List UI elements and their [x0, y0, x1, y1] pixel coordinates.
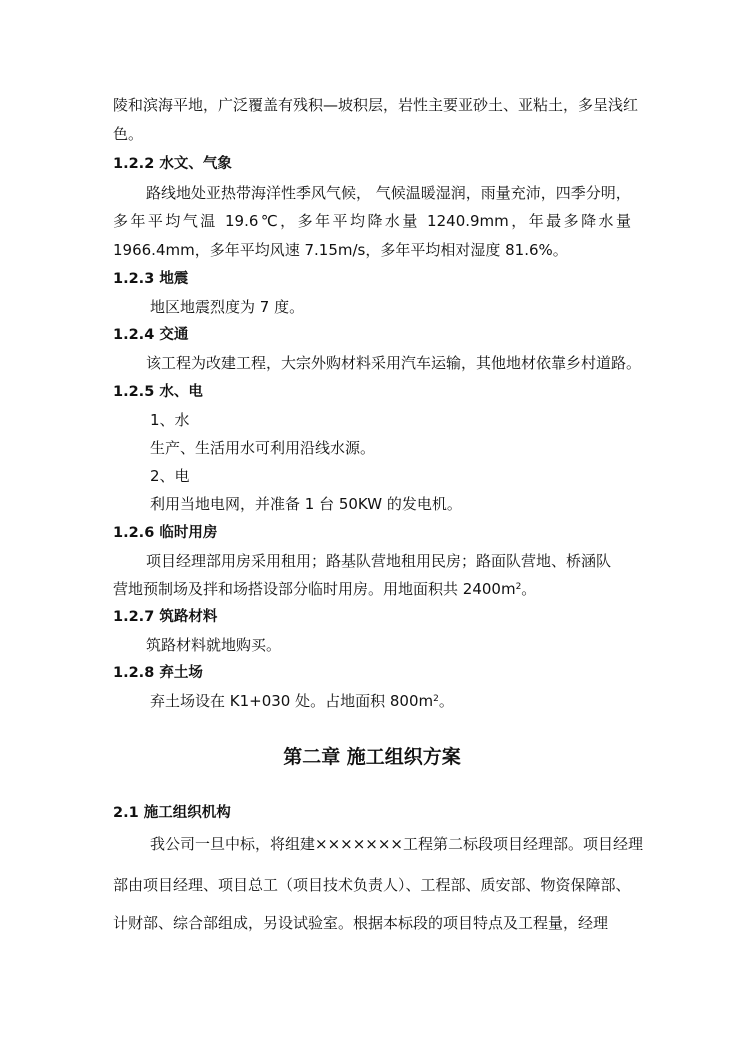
paragraph-line: 计财部、综合部组成，另设试验室。根据本标段的项目特点及工程量，经理 — [113, 914, 609, 932]
section-heading-2-1: 2.1 施工组织机构 — [113, 805, 231, 821]
paragraph-line: 利用当地电网，并准备 1 台 50KW 的发电机。 — [150, 495, 462, 513]
paragraph-line: 路线地处亚热带海洋性季风气候， 气候温暖湿润，雨量充沛，四季分明， — [146, 184, 631, 202]
paragraph-line: 项目经理部用房采用租用；路基队营地租用民房；路面队营地、桥涵队 — [146, 552, 612, 570]
paragraph-line: 部由项目经理、项目总工（项目技术负责人）、工程部、质安部、物资保障部、 — [113, 876, 631, 894]
section-heading-1-2-6: 1.2.6 临时用房 — [113, 525, 218, 541]
paragraph-line: 弃土场设在 K1+030 处。占地面积 $800m^2$。 — [150, 692, 454, 710]
chapter-title: 第二章 施工组织方案 — [283, 746, 461, 768]
paragraph-line: 陵和滨海平地，广泛覆盖有残积—坡积层，岩性主要亚砂土、亚粘土，多呈浅红 — [113, 96, 639, 114]
paragraph-line: 该工程为改建工程，大宗外购材料采用汽车运输，其他地材依靠乡村道路。 — [146, 354, 642, 372]
paragraph-line: 我公司一旦中标，将组建×××××××工程第二标段项目经理部。项目经理 — [150, 835, 643, 853]
section-heading-1-2-7: 1.2.7 筑路材料 — [113, 609, 218, 625]
paragraph-line: 生产、生活用水可利用沿线水源。 — [150, 439, 376, 457]
paragraph-line: 多年平均气温 19.6℃，多年平均降水量 1240.9mm，年最多降水量 — [113, 212, 631, 230]
paragraph-line: 筑路材料就地购买。 — [146, 636, 282, 654]
paragraph-line: 1966.4mm，多年平均风速 7.15m/s，多年平均相对湿度 81.6%。 — [113, 241, 568, 259]
list-item-label: 2、电 — [150, 467, 190, 485]
section-heading-1-2-8: 1.2.8 弃土场 — [113, 665, 203, 681]
section-heading-1-2-4: 1.2.4 交通 — [113, 327, 189, 343]
section-heading-1-2-2: 1.2.2 水文、气象 — [113, 156, 232, 172]
list-item-label: 1、水 — [150, 411, 190, 429]
section-heading-1-2-3: 1.2.3 地震 — [113, 271, 189, 287]
paragraph-line: 色。 — [113, 125, 144, 143]
paragraph-line: 地区地震烈度为 7 度。 — [150, 298, 305, 316]
paragraph-line: 营地预制场及拌和场搭设部分临时用房。用地面积共 $2400m^2$。 — [113, 580, 537, 598]
section-heading-1-2-5: 1.2.5 水、电 — [113, 384, 203, 400]
